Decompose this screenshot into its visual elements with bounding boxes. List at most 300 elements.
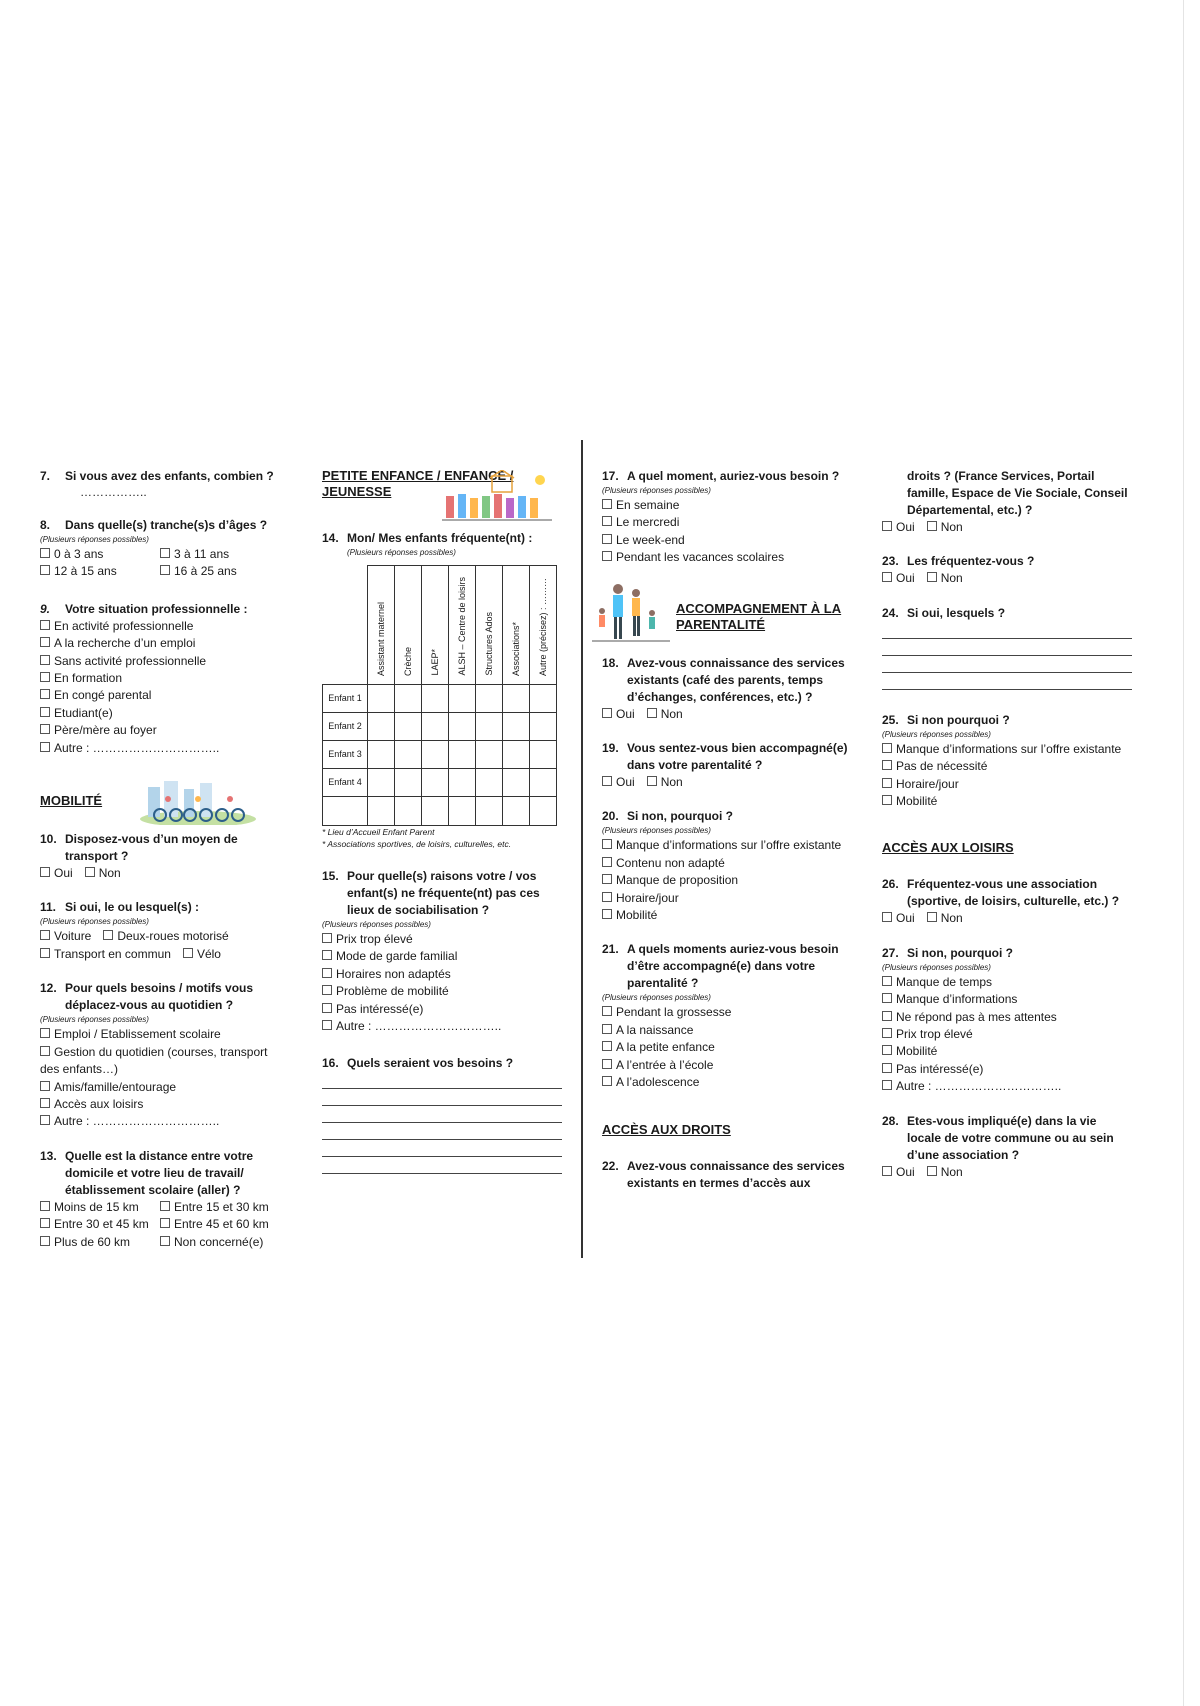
checkbox-icon <box>602 1059 612 1069</box>
checkbox-icon <box>602 1076 612 1086</box>
grid-cell[interactable] <box>503 769 530 797</box>
section-petite-enfance <box>322 468 562 526</box>
grid-cell[interactable] <box>503 713 530 741</box>
checkbox-option[interactable]: 3 à 11 ans <box>160 546 280 563</box>
checkbox-option[interactable]: Oui <box>602 706 635 723</box>
answer-line[interactable] <box>322 1072 562 1089</box>
checkbox-icon <box>160 565 170 575</box>
hint-text: (Plusieurs réponses possibles) <box>882 729 991 739</box>
checkbox-icon <box>927 1166 937 1176</box>
checkbox-option[interactable]: Entre 30 et 45 km <box>40 1216 160 1233</box>
checkbox-icon <box>40 655 50 665</box>
grid-cell[interactable] <box>530 741 557 769</box>
checkbox-option[interactable]: Pas de nécessité <box>882 758 1132 775</box>
checkbox-icon <box>322 968 332 978</box>
checkbox-icon <box>602 534 612 544</box>
question-18 <box>602 655 852 723</box>
checkbox-icon <box>927 572 937 582</box>
checkbox-icon <box>882 1011 892 1021</box>
checkbox-option[interactable]: Problème de mobilité <box>322 983 562 1000</box>
grid-cell[interactable] <box>449 685 476 713</box>
checkbox-icon <box>40 948 50 958</box>
checkbox-option[interactable]: En activité professionnelle <box>40 618 280 635</box>
question-text: Fréquentez-vous une association (sportive, de loisirs, culturelle, etc.) ? <box>907 877 1120 909</box>
question-8 <box>40 517 280 581</box>
checkbox-option[interactable]: Transport en commun <box>40 946 171 963</box>
checkbox-icon <box>322 950 332 960</box>
answer-line[interactable] <box>882 639 1132 656</box>
hint-text: (Plusieurs réponses possibles) <box>602 826 711 836</box>
grid-cell[interactable] <box>476 797 503 826</box>
checkbox-option[interactable]: Entre 45 et 60 km <box>160 1216 280 1233</box>
checkbox-icon <box>882 1080 892 1090</box>
section-title: PETITE ENFANCE / ENFANCE / JEUNESSE <box>322 468 514 499</box>
checkbox-option[interactable]: Oui <box>602 774 635 791</box>
checkbox-icon <box>882 521 892 531</box>
checkbox-icon <box>882 1045 892 1055</box>
hint-text: (Plusieurs réponses possibles) <box>40 917 149 927</box>
grid-header: Autre (précisez) : ……… <box>530 566 557 685</box>
checkbox-option[interactable]: Non concerné(e) <box>160 1234 280 1251</box>
checkbox-option[interactable]: Autre : ………………………….. <box>322 1018 562 1035</box>
checkbox-icon <box>40 724 50 734</box>
answer-line[interactable] <box>322 1140 562 1157</box>
question-22 <box>602 1158 852 1192</box>
question-number: 19. <box>602 741 619 756</box>
question-text: droits ? (France Services, Portail famille, Espace de Vie Sociale, Conseil Départemental, etc.) ? <box>907 469 1128 517</box>
checkbox-icon <box>40 1028 50 1038</box>
checkbox-option[interactable]: A l’adolescence <box>602 1074 852 1091</box>
grid-cell[interactable] <box>368 797 395 826</box>
checkbox-icon <box>40 672 50 682</box>
checkbox-option[interactable]: Deux-roues motorisé <box>103 928 228 945</box>
question-28 <box>882 1113 1132 1181</box>
checkbox-icon <box>40 1236 50 1246</box>
question-text: Mon/ Mes enfants fréquente(nt) : <box>347 531 533 545</box>
checkbox-option[interactable]: Oui <box>882 519 915 536</box>
question-number: 14. <box>322 531 339 545</box>
checkbox-icon <box>40 637 50 647</box>
checkbox-icon <box>602 551 612 561</box>
checkbox-option[interactable]: Manque de proposition <box>602 872 852 889</box>
checkbox-icon <box>882 743 892 753</box>
question-11 <box>40 899 280 963</box>
checkbox-option[interactable]: 16 à 25 ans <box>160 563 280 580</box>
checkbox-icon <box>322 1020 332 1030</box>
checkbox-option[interactable]: Horaire/jour <box>882 776 1132 793</box>
grid-header: ALSH – Centre de loisirs <box>449 566 476 685</box>
checkbox-option[interactable]: Oui <box>40 865 73 882</box>
grid-row-label: Enfant 1 <box>323 685 368 713</box>
question-number: 13. <box>40 1148 57 1163</box>
section-acces-loisirs <box>882 840 1132 864</box>
grid-cell[interactable] <box>368 685 395 713</box>
checkbox-option[interactable]: Mobilité <box>602 907 852 924</box>
question-text: Si oui, lesquels ? <box>907 605 1006 620</box>
question-9 <box>40 601 280 757</box>
footnote: * Associations sportives, de loisirs, culturelles, etc. <box>322 839 512 849</box>
checkbox-icon <box>322 1003 332 1013</box>
column-1 <box>40 468 280 1251</box>
grid-cell[interactable] <box>476 769 503 797</box>
checkbox-icon <box>882 993 892 1003</box>
grid-cell[interactable] <box>530 769 557 797</box>
grid-row-label: Enfant 3 <box>323 741 368 769</box>
question-13 <box>40 1148 280 1251</box>
question-19 <box>602 740 852 791</box>
grid-cell[interactable] <box>422 741 449 769</box>
question-20 <box>602 808 852 924</box>
question-text: Si non, pourquoi ? <box>627 809 733 824</box>
checkbox-option[interactable]: Pas intéressé(e) <box>322 1001 562 1018</box>
grid-cell[interactable] <box>395 797 422 826</box>
grid-header: LAEP* <box>422 566 449 685</box>
checkbox-icon <box>647 708 657 718</box>
question-text: Quels seraient vos besoins ? <box>347 1056 514 1071</box>
checkbox-option[interactable]: Gestion du quotidien (courses, transport des enfants…) <box>40 1044 268 1077</box>
checkbox-option[interactable]: Non <box>647 774 683 791</box>
question-text: Si vous avez des enfants, combien ? <box>65 469 274 483</box>
checkbox-icon <box>40 620 50 630</box>
checkbox-icon <box>927 912 937 922</box>
family-illustration <box>592 581 672 645</box>
question-number: 24. <box>882 605 899 620</box>
checkbox-icon <box>882 572 892 582</box>
checkbox-option[interactable]: Etudiant(e) <box>40 705 280 722</box>
grid-cell[interactable] <box>395 769 422 797</box>
grid-header: Associations* <box>503 566 530 685</box>
grid-row <box>323 769 557 797</box>
question-text: Quelle est la distance entre votre domicile et votre lieu de travail/établissement scolaire (aller) ? <box>65 1148 254 1197</box>
grid-header: Assistant maternel <box>368 566 395 685</box>
checkbox-option[interactable]: Ne répond pas à mes attentes <box>882 1009 1132 1026</box>
answer-line[interactable] <box>882 622 1132 639</box>
checkbox-icon <box>602 1024 612 1034</box>
grid-header: Crèche <box>395 566 422 685</box>
page-edge-line <box>1183 0 1184 1706</box>
question-number: 26. <box>882 877 899 892</box>
checkbox-icon <box>882 1166 892 1176</box>
checkbox-option[interactable]: Autre : ………………………….. <box>40 740 280 757</box>
question-text: Avez-vous connaissance des services existants (café des parents, temps d’échanges, conférences, etc.) ? <box>627 655 845 704</box>
checkbox-option[interactable]: Horaire/jour <box>602 890 852 907</box>
grid-cell[interactable] <box>395 713 422 741</box>
question-12 <box>40 980 280 1130</box>
question-number: 16. <box>322 1056 339 1071</box>
checkbox-icon <box>40 1218 50 1228</box>
checkbox-option[interactable]: Sans activité professionnelle <box>40 653 280 670</box>
checkbox-icon <box>40 742 50 752</box>
question-text: Vous sentez-vous bien accompagné(e) dans votre parentalité ? <box>627 741 848 773</box>
checkbox-icon <box>882 1063 892 1073</box>
answer-blank[interactable]: …………….. <box>80 485 147 499</box>
checkbox-option[interactable]: Pendant la grossesse <box>602 1004 852 1021</box>
grid-row <box>323 713 557 741</box>
checkbox-icon <box>882 795 892 805</box>
checkbox-option[interactable]: A la recherche d’un emploi <box>40 635 280 652</box>
checkbox-option[interactable]: Non <box>647 706 683 723</box>
question-text: Disposez-vous d’un moyen de transport ? <box>65 832 238 864</box>
checkbox-icon <box>40 1201 50 1211</box>
grid-cell[interactable] <box>422 685 449 713</box>
checkbox-option[interactable]: Prix trop élevé <box>322 931 562 948</box>
question-7 <box>40 468 280 500</box>
checkbox-option[interactable]: Autre : ………………………….. <box>40 1113 280 1130</box>
checkbox-icon <box>40 1115 50 1125</box>
checkbox-option[interactable]: Non <box>927 910 963 927</box>
question-24 <box>882 605 1132 690</box>
checkbox-option[interactable]: 0 à 3 ans <box>40 546 160 563</box>
checkbox-option[interactable]: A la petite enfance <box>602 1039 852 1056</box>
checkbox-icon <box>40 1081 50 1091</box>
grid-cell[interactable] <box>503 685 530 713</box>
question-15 <box>322 868 562 1035</box>
question-text: Si oui, le ou lesquel(s) : <box>65 900 200 915</box>
grid-row-label: Enfant 2 <box>323 713 368 741</box>
grid-cell[interactable] <box>422 713 449 741</box>
answer-line[interactable] <box>322 1123 562 1140</box>
checkbox-option[interactable]: Pendant les vacances scolaires <box>602 549 852 566</box>
question-16 <box>322 1055 562 1174</box>
column-3 <box>602 468 852 1192</box>
checkbox-option[interactable]: Manque d’informations sur l’offre existante <box>602 837 852 854</box>
answer-line[interactable] <box>882 656 1132 673</box>
checkbox-option[interactable]: Mobilité <box>882 1043 1132 1060</box>
question-text: Pour quelle(s) raisons votre / vos enfant(s) ne fréquente(nt) pas ces lieux de sociabilisation ? <box>347 869 540 917</box>
question-text: Si non pourquoi ? <box>907 712 1010 727</box>
grid-cell[interactable] <box>503 741 530 769</box>
checkbox-option[interactable]: Oui <box>882 910 915 927</box>
question-number: 20. <box>602 809 619 824</box>
checkbox-icon <box>602 909 612 919</box>
grid-cell[interactable] <box>530 685 557 713</box>
checkbox-icon <box>85 867 95 877</box>
checkbox-option[interactable]: Amis/famille/entourage <box>40 1079 280 1096</box>
question-number: 15. <box>322 869 339 883</box>
grid-cell[interactable] <box>395 685 422 713</box>
checkbox-icon <box>927 521 937 531</box>
attendance-grid <box>322 565 557 826</box>
grid-cell[interactable] <box>530 713 557 741</box>
checkbox-icon <box>602 708 612 718</box>
checkbox-option[interactable]: 12 à 15 ans <box>40 563 160 580</box>
hint-text: (Plusieurs réponses possibles) <box>882 962 991 972</box>
checkbox-icon <box>602 1006 612 1016</box>
grid-cell[interactable] <box>449 713 476 741</box>
checkbox-icon <box>160 548 170 558</box>
checkbox-option[interactable]: Entre 15 et 30 km <box>160 1199 280 1216</box>
question-number: 23. <box>882 554 899 569</box>
question-text: Si non, pourquoi ? <box>907 945 1013 960</box>
checkbox-option[interactable]: Moins de 15 km <box>40 1199 160 1216</box>
answer-line[interactable] <box>322 1157 562 1174</box>
question-text: Pour quels besoins / motifs vous déplacez-vous au quotidien ? <box>65 981 254 1013</box>
hint-text: (Plusieurs réponses possibles) <box>40 535 149 544</box>
footnote: * Lieu d’Accueil Enfant Parent <box>322 827 435 837</box>
column-divider <box>581 440 583 1258</box>
checkbox-icon <box>602 892 612 902</box>
checkbox-icon <box>40 689 50 699</box>
checkbox-icon <box>40 1098 50 1108</box>
question-10 <box>40 831 280 882</box>
checkbox-option[interactable]: Horaires non adaptés <box>322 966 562 983</box>
question-number: 27. <box>882 945 899 960</box>
checkbox-option[interactable]: Autre : ………………………….. <box>882 1078 1132 1095</box>
question-number: 25. <box>882 712 899 727</box>
question-number: 28. <box>882 1113 899 1128</box>
section-title: ACCOMPAGNEMENT À LA PARENTALITÉ <box>676 600 842 632</box>
question-number: 12. <box>40 981 57 996</box>
checkbox-option[interactable]: Mobilité <box>882 793 1132 810</box>
checkbox-option[interactable]: Pas intéressé(e) <box>882 1061 1132 1078</box>
grid-row <box>323 741 557 769</box>
question-text: Les fréquentez-vous ? <box>907 554 1035 569</box>
checkbox-option[interactable]: Accès aux loisirs <box>40 1096 280 1113</box>
hint-text: (Plusieurs réponses possibles) <box>602 486 711 495</box>
column-2 <box>322 468 562 1174</box>
answer-line[interactable] <box>882 673 1132 690</box>
grid-row-label: Enfant 4 <box>323 769 368 797</box>
checkbox-icon <box>160 1218 170 1228</box>
question-number: 9. <box>40 601 51 616</box>
question-text: Dans quelle(s) tranche(s)s d’âges ? <box>65 518 268 532</box>
hint-text: (Plusieurs réponses possibles) <box>602 993 711 1003</box>
checkbox-icon <box>322 933 332 943</box>
answer-line[interactable] <box>322 1106 562 1123</box>
grid-cell[interactable] <box>422 797 449 826</box>
question-21 <box>602 941 852 1091</box>
question-text: Avez-vous connaissance des services existants en termes d’accès aux <box>627 1158 845 1190</box>
checkbox-option[interactable]: Prix trop élevé <box>882 1026 1132 1043</box>
checkbox-icon <box>160 1236 170 1246</box>
question-number: 7. <box>40 469 51 483</box>
question-number: 18. <box>602 655 619 670</box>
checkbox-icon <box>40 1046 50 1056</box>
checkbox-icon <box>183 948 193 958</box>
checkbox-option[interactable]: En semaine <box>602 497 852 514</box>
grid-cell[interactable] <box>449 741 476 769</box>
question-25 <box>882 712 1132 811</box>
answer-line[interactable] <box>322 1089 562 1106</box>
question-17 <box>602 468 852 567</box>
section-mobilite <box>40 779 280 827</box>
grid-cell[interactable] <box>422 769 449 797</box>
checkbox-icon <box>602 839 612 849</box>
checkbox-icon <box>160 1201 170 1211</box>
checkbox-option[interactable]: En congé parental <box>40 687 280 704</box>
checkbox-icon <box>602 874 612 884</box>
question-text: A quel moment, auriez-vous besoin ? <box>627 469 840 483</box>
checkbox-option[interactable]: Non <box>85 865 121 882</box>
checkbox-icon <box>322 985 332 995</box>
grid-cell[interactable] <box>476 741 503 769</box>
checkbox-option[interactable]: Emploi / Etablissement scolaire <box>40 1026 280 1043</box>
hint-text: (Plusieurs réponses possibles) <box>347 548 456 557</box>
checkbox-option[interactable]: En formation <box>40 670 280 687</box>
checkbox-option[interactable]: A la naissance <box>602 1022 852 1039</box>
cyclists-illustration <box>138 779 258 825</box>
checkbox-icon <box>882 976 892 986</box>
section-parentalite <box>602 579 852 651</box>
grid-cell[interactable] <box>449 769 476 797</box>
question-23 <box>882 553 1132 587</box>
checkbox-icon <box>602 499 612 509</box>
checkbox-option[interactable]: Oui <box>882 1164 915 1181</box>
grid-cell[interactable] <box>449 797 476 826</box>
question-27 <box>882 945 1132 1096</box>
grid-cell[interactable] <box>476 685 503 713</box>
grid-row <box>323 685 557 713</box>
checkbox-icon <box>602 776 612 786</box>
section-acces-droits <box>602 1122 852 1146</box>
checkbox-option[interactable]: Non <box>927 1164 963 1181</box>
checkbox-option[interactable]: Oui <box>882 570 915 587</box>
section-title: ACCÈS AUX LOISIRS <box>882 840 1014 856</box>
grid-cell[interactable] <box>476 713 503 741</box>
checkbox-icon <box>882 778 892 788</box>
checkbox-icon <box>602 1041 612 1051</box>
question-14 <box>322 530 562 850</box>
checkbox-option[interactable]: Manque de temps <box>882 974 1132 991</box>
checkbox-option[interactable]: Plus de 60 km <box>40 1234 160 1251</box>
checkbox-icon <box>40 867 50 877</box>
checkbox-option[interactable]: Le mercredi <box>602 514 852 531</box>
grid-header: Structures Ados <box>476 566 503 685</box>
grid-cell[interactable] <box>368 741 395 769</box>
checkbox-option[interactable]: Contenu non adapté <box>602 855 852 872</box>
grid-row <box>323 797 557 826</box>
checkbox-option[interactable]: Mode de garde familial <box>322 948 562 965</box>
question-number: 10. <box>40 832 57 847</box>
question-number: 8. <box>40 518 51 532</box>
checkbox-option[interactable]: Le week-end <box>602 532 852 549</box>
section-title: ACCÈS AUX DROITS <box>602 1121 731 1137</box>
grid-cell[interactable] <box>368 769 395 797</box>
checkbox-icon <box>40 707 50 717</box>
checkbox-option[interactable]: Père/mère au foyer <box>40 722 280 739</box>
checkbox-option[interactable]: A l’entrée à l’école <box>602 1057 852 1074</box>
checkbox-icon <box>103 930 113 940</box>
checkbox-option[interactable]: Non <box>927 519 963 536</box>
question-number: 22. <box>602 1158 619 1173</box>
checkbox-option[interactable]: Manque d’informations <box>882 991 1132 1008</box>
question-number: 11. <box>40 900 57 915</box>
checkbox-option[interactable]: Voiture <box>40 928 91 945</box>
hint-text: (Plusieurs réponses possibles) <box>322 920 431 929</box>
checkbox-icon <box>882 912 892 922</box>
checkbox-icon <box>882 1028 892 1038</box>
section-title: MOBILITÉ <box>40 793 103 809</box>
question-text: A quels moments auriez-vous besoin d’être accompagné(e) dans votre parentalité ? <box>627 942 839 991</box>
question-22-continued <box>882 468 1132 536</box>
grid-cell[interactable] <box>395 741 422 769</box>
column-4 <box>882 468 1132 1181</box>
checkbox-option[interactable]: Non <box>927 570 963 587</box>
checkbox-icon <box>40 930 50 940</box>
question-number: 21. <box>602 942 619 957</box>
checkbox-icon <box>602 857 612 867</box>
question-text: Votre situation professionnelle : <box>65 601 248 616</box>
checkbox-option[interactable]: Manque d’informations sur l’offre existante <box>882 741 1132 758</box>
checkbox-option[interactable]: Vélo <box>183 946 221 963</box>
grid-cell[interactable] <box>368 713 395 741</box>
checkbox-icon <box>602 516 612 526</box>
checkbox-icon <box>40 565 50 575</box>
question-text: Etes-vous impliqué(e) dans la vie locale de votre commune ou au sein d’une association ? <box>907 1113 1114 1162</box>
grid-cell[interactable] <box>530 797 557 826</box>
grid-cell[interactable] <box>503 797 530 826</box>
checkbox-icon <box>647 776 657 786</box>
